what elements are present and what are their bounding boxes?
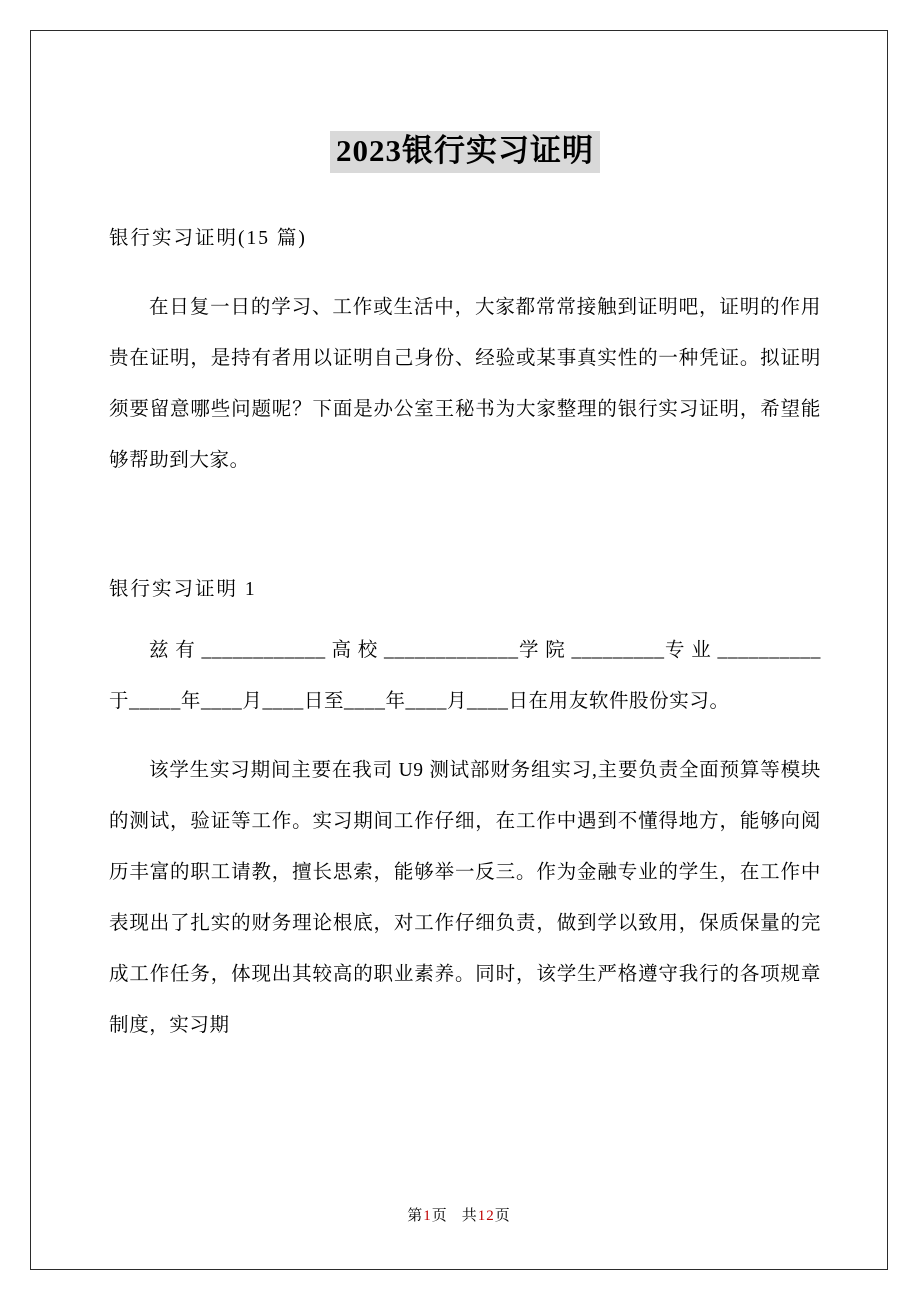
footer-page-current: 1: [423, 1208, 432, 1224]
document-intro-paragraph: 在日复一日的学习、工作或生活中，大家都常常接触到证明吧，证明的作用贵在证明，是持有者用以证明自己身份、经验或某事真实性的一种凭证。拟证明须要留意哪些问题呢？下面是办公室王秘书为大家整理的银行实习证明，希望能够帮助到大家。: [109, 296, 821, 471]
footer-page-prefix: 第: [407, 1208, 424, 1224]
footer-total-prefix: 共: [461, 1208, 478, 1224]
document-subtitle: 银行实习证明(15 篇): [109, 227, 307, 249]
document-page-frame: [30, 30, 888, 1270]
footer-page-total: 12: [477, 1208, 495, 1224]
footer-total-suffix: 页: [494, 1208, 511, 1224]
page-footer: [31, 1204, 887, 1225]
section-heading: 银行实习证明 1: [109, 578, 257, 600]
page-title: [109, 131, 821, 173]
blank-form-paragraph: 兹 有 ____________ 高 校 _____________学 院 _________专 业 __________于_____年____月____日至____年____月____日在用友软件股份实习。: [109, 639, 821, 712]
document-content-area: [109, 83, 821, 1203]
body-paragraph: 该学生实习期间主要在我司 U9 测试部财务组实习,主要负责全面预算等模块的测试，验证等工作。实习期间工作仔细，在工作中遇到不懂得地方，能够向阅历丰富的职工请教，擅长思索，能够举一反三。作为金融专业的学生，在工作中表现出了扎实的财务理论根底，对工作仔细负责，做到学以致用，保质保量的完成工作任务，体现出其较高的职业素养。同时，该学生严格遵守我行的各项规章制度，实习期: [109, 759, 821, 1036]
page-title-text: 2023银行实习证明: [330, 131, 600, 173]
footer-page-suffix: 页: [431, 1208, 448, 1224]
